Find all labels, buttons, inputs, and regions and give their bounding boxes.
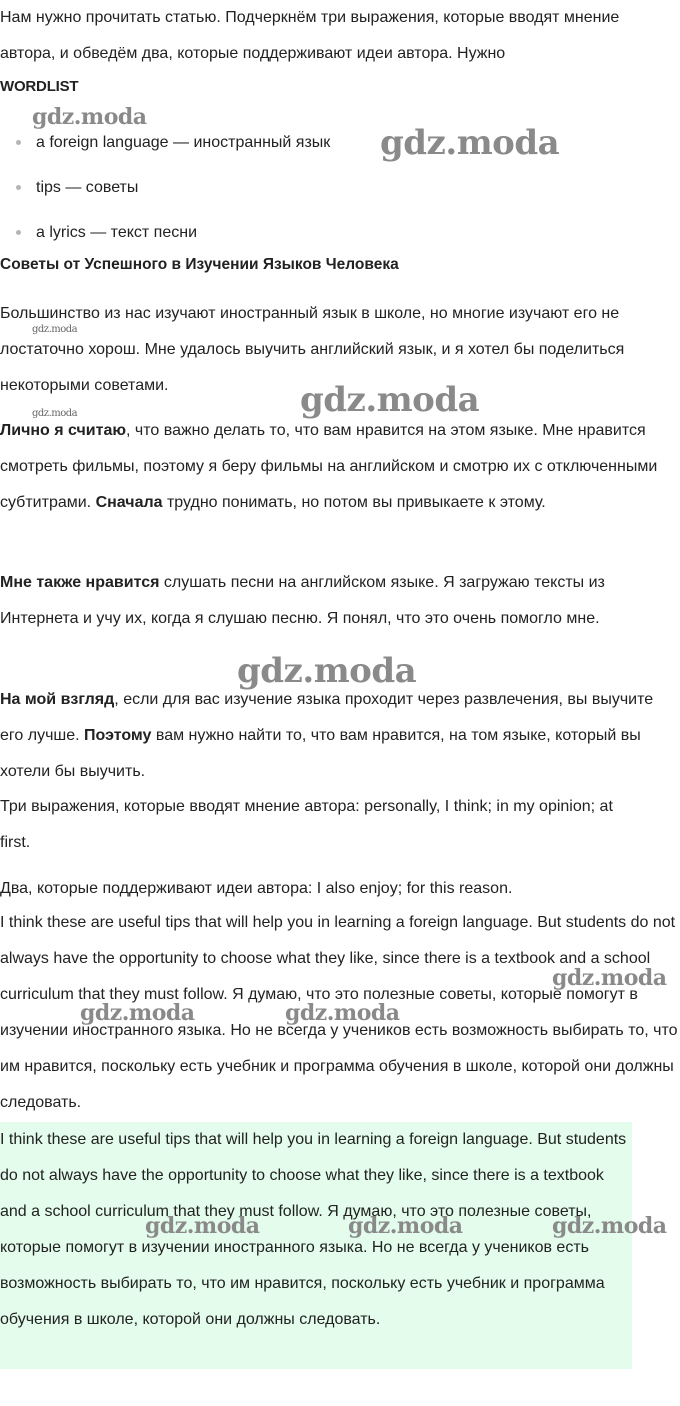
highlighted-answer (0, 1122, 632, 1369)
bullet-icon (16, 140, 21, 145)
watermark: gdz.moda (552, 1213, 667, 1239)
watermark: gdz.moda (237, 651, 417, 691)
watermark: gdz.moda (552, 965, 667, 991)
watermark: gdz.moda (380, 123, 560, 163)
watermark: gdz.moda (80, 1000, 195, 1026)
answer-support: Два, которые поддерживают идеи автора: I also enjoy; for this reason. (0, 880, 513, 897)
paragraph-1: Большинство из нас изучают иностранный язык в школе, но многие изучают его не лостаточно хорош. Мне удалось выучить английский язык, и я хотел бы поделиться некоторыми советами. (0, 305, 625, 394)
answer-opinion: Три выражения, которые вводят мнение автора: personally, I think; in my opinion; at first. (0, 798, 613, 851)
bullet-icon (16, 185, 21, 190)
list-item: a lyrics — текст песни (0, 215, 330, 260)
watermark: gdz.moda (32, 104, 147, 130)
paragraph-3: Мне также нравится слушать песни на английском языке. Я загружаю тексты из Интернета и учу их, когда я слушаю песню. Я понял, что это очень помогло мне. (0, 574, 605, 627)
opinion-phrase: Лично я считаю (0, 422, 127, 439)
support-phrase: Мне также нравится (0, 574, 160, 591)
opinion-phrase: Сначала (95, 494, 163, 511)
list-item: a foreign language — иностранный язык (0, 125, 330, 170)
watermark: gdz.moda (32, 324, 78, 335)
watermark: gdz.moda (32, 408, 78, 419)
wordlist (0, 125, 330, 260)
article-title: Советы от Успешного в Изучении Языков Человека (0, 256, 399, 273)
watermark: gdz.moda (145, 1213, 260, 1239)
watermark: gdz.moda (348, 1213, 463, 1239)
opinion-phrase: На мой взгляд (0, 691, 115, 708)
list-item: tips — советы (0, 170, 330, 215)
highlighted-answer-text: I think these are useful tips that will help you in learning a foreign language. But students do not always have the opportunity to choose what they like, since there is a textbook and a school curriculum that they must follow. Я думаю, что это полезные советы, которые помогут в изучении иностранного языка. Но не всегда у учеников есть возможность выбирать то, что им нравится, поскольку есть учебник и программа обучения в школе, которой они должны следовать. (0, 1131, 627, 1328)
bullet-icon (16, 230, 21, 235)
wordlist-title: WORDLIST (0, 78, 79, 95)
paragraph-2: Лично я считаю, что важно делать то, что вам нравится на этом языке. Мне нравится смотреть фильмы, поэтому я беру фильмы на английском и смотрю их с отключенными субтитрами. Сначала трудно понимать, но потом вы привыкаете к этому. (0, 422, 658, 511)
paragraph-4: На мой взгляд, если для вас изучение языка проходит через развлечения, вы выучите его лучше. Поэтому вам нужно найти то, что вам нравится, на том языке, который вы хотели бы выучить. (0, 691, 654, 780)
intro-text: Нам нужно прочитать статью. Подчеркнём три выражения, которые вводят мнение автора, и обведём два, которые поддерживают идеи автора. Нужно (0, 9, 620, 62)
support-phrase: Поэтому (84, 727, 152, 744)
watermark: gdz.moda (285, 1000, 400, 1026)
answer-text: I think these are useful tips that will help you in learning a foreign language. But students do not always have the opportunity to choose what they like, since there is a textbook and a school curriculum that they must follow. Я думаю, что это полезные советы, которые помогут в изучении иностранного языка. Но не всегда у учеников есть возможность выбирать то, что им нравится, поскольку есть учебник и программа обучения в школе, которой они должны следовать. (0, 914, 678, 1111)
watermark: gdz.moda (300, 380, 480, 420)
